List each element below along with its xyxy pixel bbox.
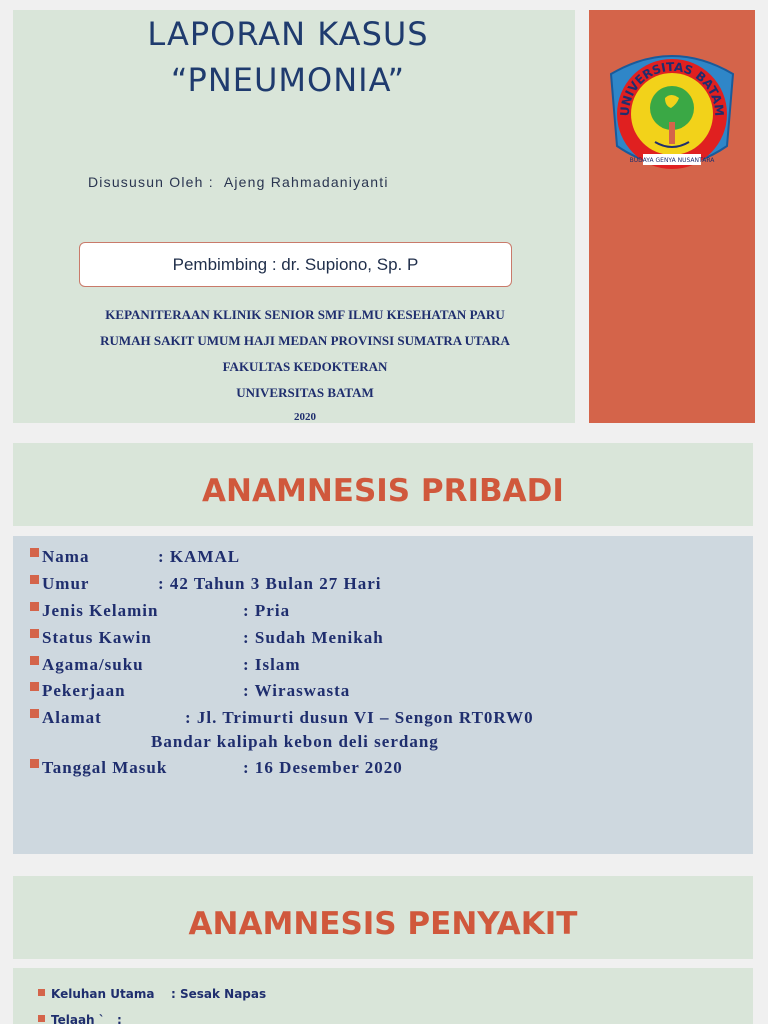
logo-motto: BUDAYA GENYA NUSANTARA — [629, 157, 715, 164]
bullet-icon — [30, 548, 39, 557]
author-name: Ajeng Rahmadaniyanti — [223, 174, 389, 190]
field-alamat-continuation: Bandar kalipah kebon deli serdang — [151, 732, 439, 751]
field-label: Agama/suku — [42, 655, 144, 674]
field-label: Alamat — [42, 708, 102, 727]
field-row-pekerjaan — [30, 681, 350, 701]
bullet-icon — [38, 1015, 45, 1022]
field-row-tanggal-masuk — [30, 758, 403, 778]
illness-row-telaah — [38, 1013, 122, 1024]
bullet-icon — [30, 575, 39, 584]
field-value: : Wiraswasta — [243, 681, 351, 700]
illness-row-keluhan — [38, 987, 266, 1001]
institution-line-1: KEPANITERAAN KLINIK SENIOR SMF ILMU KESEHATAN PARU — [105, 307, 505, 322]
institution-line-4: UNIVERSITAS BATAM — [236, 385, 374, 400]
personal-history-heading: ANAMNESIS PRIBADI — [202, 473, 564, 509]
field-value: : 16 Desember 2020 — [243, 758, 403, 777]
field-row-agama-suku — [30, 655, 301, 675]
bullet-icon — [30, 656, 39, 665]
illness-label: Keluhan Utama — [51, 987, 155, 1001]
bullet-icon — [30, 759, 39, 768]
field-row-jenis-kelamin — [30, 601, 290, 621]
field-value: : Islam — [243, 655, 301, 674]
field-value: : Sudah Menikah — [243, 628, 384, 647]
bullet-icon — [30, 682, 39, 691]
field-value: : Jl. Trimurti dusun VI – Sengon RT0RW0 — [185, 708, 534, 727]
author-line — [88, 174, 389, 190]
bullet-icon — [30, 602, 39, 611]
field-label: Nama — [42, 547, 90, 566]
field-label: Umur — [42, 574, 90, 593]
field-row-umur — [30, 574, 381, 594]
advisor-box: Pembimbing : dr. Supiono, Sp. P — [79, 242, 512, 287]
personal-history-header — [13, 443, 753, 526]
bullet-icon — [30, 629, 39, 638]
field-row-status-kawin — [30, 628, 384, 648]
illness-value: : — [117, 1013, 122, 1024]
field-label: Status Kawin — [42, 628, 152, 647]
field-label: Jenis Kelamin — [42, 601, 159, 620]
slide-title-line2: “PNEUMONIA” — [170, 61, 406, 99]
illness-value: : Sesak Napas — [171, 987, 267, 1001]
slide-title-line1: LAPORAN KASUS — [147, 15, 429, 53]
field-value: : Pria — [243, 601, 291, 620]
institution-line-3: FAKULTAS KEDOKTERAN — [222, 359, 388, 374]
field-row-alamat — [30, 708, 534, 728]
institution-year: 2020 — [294, 411, 316, 423]
field-value: : 42 Tahun 3 Bulan 27 Hari — [158, 574, 382, 593]
university-logo — [603, 42, 741, 182]
field-label: Pekerjaan — [42, 681, 126, 700]
author-label: Disususun Oleh : — [88, 174, 214, 190]
illness-history-heading: ANAMNESIS PENYAKIT — [188, 906, 578, 942]
field-value: : KAMAL — [158, 547, 241, 566]
logo-ring-text: UNIVERSITAS BATAM — [617, 59, 727, 117]
illness-history-header — [13, 876, 753, 959]
field-row-nama — [30, 547, 240, 567]
illness-label: Telaah ` — [51, 1013, 105, 1024]
bullet-icon — [38, 989, 45, 996]
field-label: Tanggal Masuk — [42, 758, 168, 777]
institution-line-2: RUMAH SAKIT UMUM HAJI MEDAN PROVINSI SUMATRA UTARA — [100, 333, 510, 348]
bullet-icon — [30, 709, 39, 718]
